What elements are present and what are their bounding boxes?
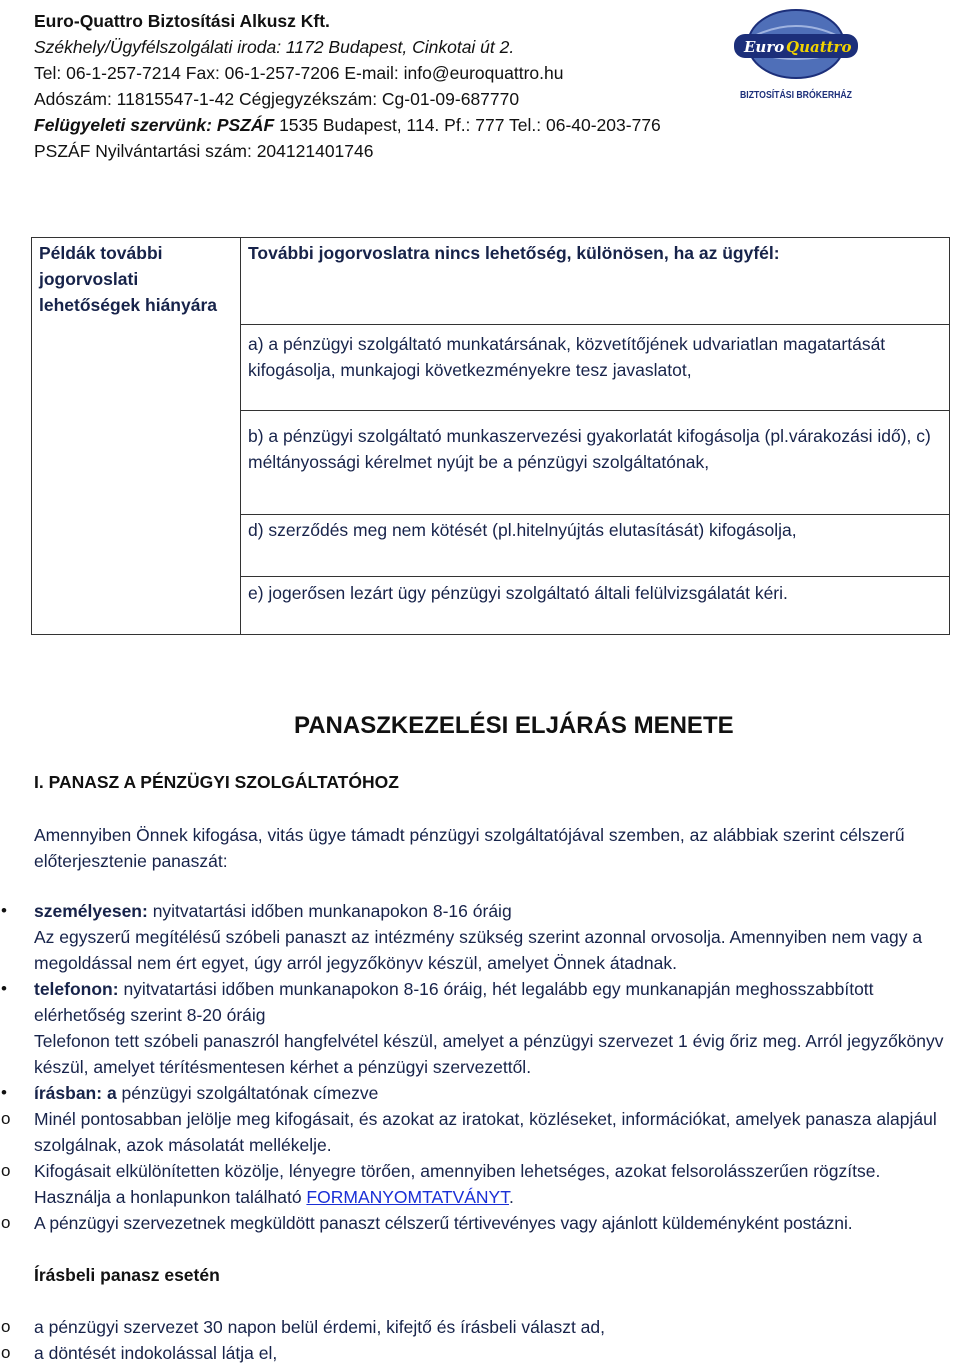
registry-line: PSZÁF Nyilvántartási szám: 204121401746 (34, 141, 374, 161)
phone-note: Telefonon tett szóbeli panaszról hangfelvétel készül, amelyet a pénzügyi szervezet 1 évig őriz meg. Arról jegyzőkönyv készül, amelyet térítésmentesen kérhet a pénzügyi szervezettől. (34, 1031, 944, 1077)
circle-bullet-icon: o (1, 1161, 11, 1180)
personal-text: nyitvatartási időben munkanapokon 8-16 óráig (147, 901, 512, 921)
bullet-icon: • (1, 901, 7, 920)
tax-line: Adószám: 11815547-1-42 Cégjegyzékszám: Cg-01-09-687770 (34, 89, 520, 109)
sub-item-2-text: Kifogásait elkülönítetten közölje, lényegre törően, amennyiben lehetséges, azokat felsorolásszerűen rögzítse. Használja a honlapunkon található (34, 1161, 881, 1207)
phone-text: nyitvatartási időben munkanapokon 8-16 óráig, hét legalább egy munkanapján meghosszabbított elérhetőség szerint 8-20 óráig (34, 979, 874, 1025)
sub-item-1: Minél pontosabban jelölje meg kifogásait, és azokat az iratokat, közléseket, információkat, amelyek panasza alapjául szolgálnak, azok másolatát mellékelje. (34, 1109, 937, 1155)
list-item (0, 976, 958, 1080)
table-left-label: Példák további jogorvoslati lehetőségek hiányára (39, 243, 217, 315)
written-label: írásban: a (34, 1083, 117, 1103)
circle-bullet-icon: o (1, 1343, 11, 1362)
list-item (0, 1340, 958, 1366)
logo-tagline: BIZTOSÍTÁSI BRÓKERHÁZ (740, 89, 876, 101)
table-row (241, 576, 949, 634)
bullet-icon: • (1, 979, 7, 998)
list-item (0, 1314, 958, 1340)
supervisor-label: Felügyeleti szervünk: PSZÁF (34, 115, 275, 135)
list-item (0, 898, 958, 976)
supervisor-details: 1535 Budapest, 114. Pf.: 777 Tel.: 06-40-203-776 (274, 115, 661, 135)
company-logo (732, 6, 876, 106)
circle-bullet-icon: o (1, 1317, 11, 1336)
table-row (241, 410, 949, 514)
table-row-text-b: b) a pénzügyi szolgáltató munkaszervezési gyakorlatát kifogásolja (pl.várakozási idő), c) méltányossági kérelmet nyújt be a pénzügyi szolgáltatónak, (248, 426, 931, 472)
intro-paragraph: Amennyiben Önnek kifogása, vitás ügye támadt pénzügyi szolgáltatójával szemben, az alábbiak szerint célszerű előterjesztenie panaszát: (34, 825, 905, 871)
table-left-cell (32, 238, 241, 634)
table-row-text-a: a) a pénzügyi szolgáltató munkatársának, közvetítőjének udvariatlan magatartását kifogásolja, munkajogi következményekre tesz javaslatot, (248, 334, 886, 380)
table-row (241, 514, 949, 576)
list-item (0, 1158, 958, 1210)
list-item (0, 1080, 958, 1106)
bullet-icon: • (1, 1083, 7, 1102)
supervisor-line (34, 112, 661, 138)
company-header (34, 8, 661, 164)
written-case-item-2: a döntését indokolással látja el, (34, 1343, 278, 1363)
table-heading: További jogorvoslatra nincs lehetőség, különösen, ha az ügyfél: (248, 243, 780, 263)
contact-line: Tel: 06-1-257-7214 Fax: 06-1-257-7206 E-mail: info@euroquattro.hu (34, 63, 564, 83)
sub-item-2-end: . (508, 1187, 514, 1207)
section-title: I. PANASZ A PÉNZÜGYI SZOLGÁLTATÓHOZ (34, 772, 399, 792)
remedies-table (31, 237, 950, 635)
personal-note: Az egyszerű megítélésű szóbeli panaszt az intézmény szükség szerint azonnal orvosolja. Amennyiben nem vagy a megoldással nem ért egyet, úgy arról jegyzőkönyv készül, amelyet Önnek átadnak. (34, 927, 923, 973)
table-row-text-d: d) szerződés meg nem kötését (pl.hitelnyújtás elutasítását) kifogásolja, (248, 520, 797, 540)
sub-item-3: A pénzügyi szervezetnek megküldött panaszt célszerű tértivevényes vagy ajánlott küldeményként postázni. (34, 1213, 853, 1233)
table-row (241, 324, 949, 410)
written-case-item-1: a pénzügyi szervezet 30 napon belül érdemi, kifejtő és írásbeli választ ad, (34, 1317, 606, 1337)
list-item (0, 1106, 958, 1158)
main-title: PANASZKEZELÉSI ELJÁRÁS MENETE (294, 712, 734, 739)
phone-label: telefonon: (34, 979, 119, 999)
logo-word-2: Quattro (786, 38, 852, 56)
written-text: pénzügyi szolgáltatónak címezve (116, 1083, 379, 1103)
office-address: Székhely/Ügyfélszolgálati iroda: 1172 Budapest, Cinkotai út 2. (34, 37, 515, 57)
table-row-text-e: e) jogerősen lezárt ügy pénzügyi szolgáltató általi felülvizsgálatát kéri. (248, 583, 788, 603)
personal-label: személyesen: (34, 901, 148, 921)
logo-word-1: Euro (744, 38, 785, 56)
circle-bullet-icon: o (1, 1109, 11, 1128)
company-name: Euro-Quattro Biztosítási Alkusz Kft. (34, 11, 330, 31)
table-row-heading (241, 238, 949, 324)
form-link[interactable]: FORMANYOMTATVÁNYT (306, 1187, 509, 1207)
circle-bullet-icon: o (1, 1213, 11, 1232)
written-case-title: Írásbeli panasz esetén (34, 1265, 220, 1285)
list-item (0, 1210, 960, 1236)
